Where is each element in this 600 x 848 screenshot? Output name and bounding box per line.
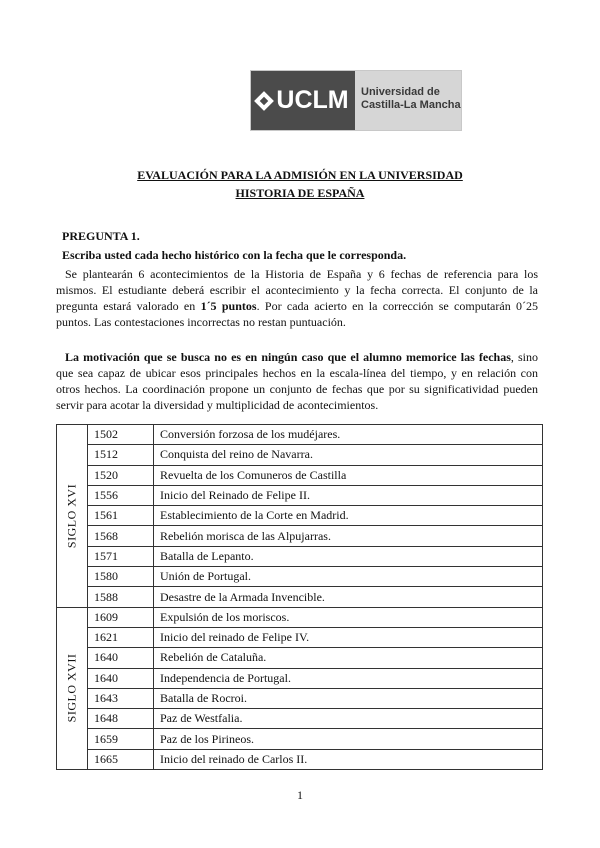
document-title: EVALUACIÓN PARA LA ADMISIÓN EN LA UNIVERSIDAD [137, 168, 463, 182]
instruction-text: Escriba usted cada hecho histórico con la fecha que le corresponda [62, 248, 404, 262]
event-cell: Batalla de Rocroi. [154, 688, 543, 708]
logo-dark-panel [251, 71, 355, 130]
table-row [57, 465, 543, 485]
year-cell: 1659 [88, 729, 154, 749]
event-cell: Rebelión de Cataluña. [154, 648, 543, 668]
p2-text: , sino que sea capaz de ubicar esos principales hechos en la escala-línea del tiempo, y en relación con otros hechos. La coordinación propone un conjunto de fechas que por su significatividad pueden servir para acotar la diversidad y multiplicidad de acontecimientos. [56, 350, 538, 412]
table-row [57, 668, 543, 688]
year-cell: 1502 [88, 425, 154, 445]
year-cell: 1561 [88, 506, 154, 526]
question-motivation [56, 349, 538, 413]
logo-university-name [361, 86, 461, 112]
event-cell: Expulsión de los moriscos. [154, 607, 543, 627]
event-cell: Paz de Westfalia. [154, 709, 543, 729]
document-subtitle: HISTORIA DE ESPAÑA [235, 186, 365, 200]
table-row [57, 506, 543, 526]
century-cell [57, 425, 88, 608]
table-row [57, 425, 543, 445]
event-cell: Revuelta de los Comuneros de Castilla [154, 465, 543, 485]
year-cell: 1520 [88, 465, 154, 485]
table-row [57, 627, 543, 647]
question-label: PREGUNTA 1. [62, 229, 140, 243]
year-cell: 1556 [88, 485, 154, 505]
events-table [56, 424, 543, 770]
event-cell: Inicio del Reinado de Felipe II. [154, 485, 543, 505]
century-label: SIGLO XVI [64, 483, 79, 548]
year-cell: 1665 [88, 749, 154, 769]
table-row [57, 526, 543, 546]
year-cell: 1640 [88, 668, 154, 688]
table-row [57, 709, 543, 729]
p2-bold: La motivación que se busca no es en ningún caso que el alumno memorice las fechas [65, 350, 511, 364]
logo-line1: Universidad de [361, 86, 440, 98]
century-label: SIGLO XVII [64, 654, 79, 723]
uclm-logo [250, 70, 462, 131]
event-cell: Conversión forzosa de los mudéjares. [154, 425, 543, 445]
table-row [57, 485, 543, 505]
uclm-emblem-icon [254, 91, 274, 111]
event-cell: Establecimiento de la Corte en Madrid. [154, 506, 543, 526]
p1-text-a: Se plantearán 6 acontecimientos de la Historia de España y 6 fechas de referencia para los mismos. El estudiante deberá escribir el acontecimiento y la fecha correcta. El conjunto de la pregunta estará valorado en [56, 267, 538, 313]
question-description [56, 266, 538, 330]
year-cell: 1571 [88, 546, 154, 566]
year-cell: 1643 [88, 688, 154, 708]
table-row [57, 607, 543, 627]
p1-text-b: . Por cada acierto en la corrección se computarán 0´25 puntos. Las contestaciones incorrectas no restan puntuación. [56, 299, 539, 329]
logo-line2: Castilla-La Mancha [361, 99, 461, 111]
event-cell: Inicio del reinado de Carlos II. [154, 749, 543, 769]
year-cell: 1648 [88, 709, 154, 729]
event-cell: Rebelión morisca de las Alpujarras. [154, 526, 543, 546]
event-cell: Desastre de la Armada Invencible. [154, 587, 543, 607]
logo-brand: UCLM [276, 86, 349, 114]
question-instruction: Escriba usted cada hecho histórico con la fecha que le corresponda. [62, 248, 407, 262]
event-cell: Batalla de Lepanto. [154, 546, 543, 566]
table-row [57, 587, 543, 607]
event-cell: Paz de los Pirineos. [154, 729, 543, 749]
event-cell: Inicio del reinado de Felipe IV. [154, 627, 543, 647]
year-cell: 1621 [88, 627, 154, 647]
year-cell: 1580 [88, 567, 154, 587]
page-number: 1 [297, 788, 303, 802]
event-cell: Conquista del reino de Navarra. [154, 445, 543, 465]
century-cell [57, 607, 88, 769]
table-row [57, 749, 543, 769]
year-cell: 1512 [88, 445, 154, 465]
table-row [57, 546, 543, 566]
event-cell: Independencia de Portugal. [154, 668, 543, 688]
event-cell: Unión de Portugal. [154, 567, 543, 587]
table-row [57, 688, 543, 708]
table-row [57, 445, 543, 465]
table-row [57, 567, 543, 587]
year-cell: 1588 [88, 587, 154, 607]
year-cell: 1640 [88, 648, 154, 668]
table-row [57, 648, 543, 668]
year-cell: 1568 [88, 526, 154, 546]
p1-points: 1´5 puntos [200, 299, 257, 313]
year-cell: 1609 [88, 607, 154, 627]
table-row [57, 729, 543, 749]
